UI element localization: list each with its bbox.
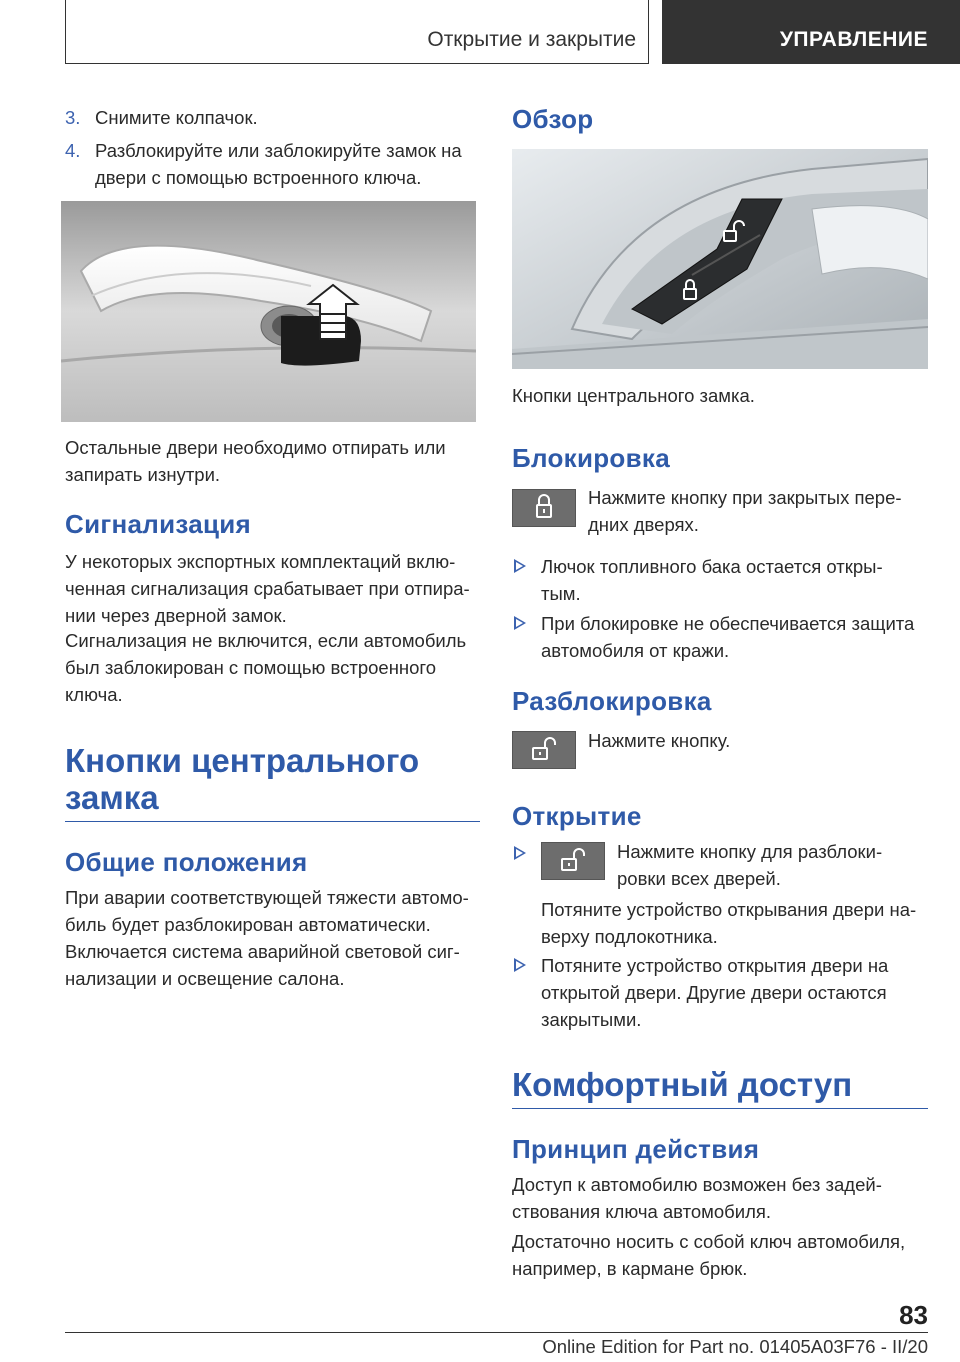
bullet-text: Лючок топливного бака остается откры- [541, 556, 883, 577]
footer-edition: Online Edition for Part no. 01405A03F76 - II/20 [542, 1336, 928, 1357]
heading-overview: Обзор [512, 104, 594, 134]
paragraph: Нажмите кнопку. [588, 730, 731, 751]
bullet-triangle-icon [514, 846, 526, 860]
paragraph: При аварии соответствующей тяжести автомо- [65, 887, 469, 908]
paragraph: Сигнализация не включится, если автомобиль [65, 630, 467, 651]
chapter-title-comfort: Комфортный доступ [512, 1066, 853, 1103]
bullet-text: верху подлокотника. [541, 926, 718, 947]
heading-unlock: Разблокировка [512, 686, 712, 716]
footer-rule [65, 1332, 928, 1333]
paragraph: Достаточно носить с собой ключ автомобиля, [512, 1231, 906, 1252]
step-number: 4. [65, 140, 81, 161]
page-number: 83 [899, 1300, 928, 1330]
unlock-button-icon [512, 731, 576, 769]
step-text: двери с помощью встроенного ключа. [95, 167, 422, 188]
bullet-text: открытой двери. Другие двери остаются [541, 982, 887, 1003]
step-text: Разблокируйте или заблокируйте замок на [95, 140, 462, 161]
lock-button-icon [512, 489, 576, 527]
paragraph: нализации и освещение салона. [65, 968, 345, 989]
image-caption: Кнопки центрального замка. [512, 385, 755, 406]
bullet-text: Потяните устройство открывания двери на- [541, 899, 917, 920]
bullet-text: закрытыми. [541, 1009, 642, 1030]
paragraph: был заблокирован с помощью встроенного [65, 657, 437, 678]
paragraph: дних дверях. [588, 514, 699, 535]
central-lock-buttons-image [512, 149, 928, 369]
header-chapter-box [662, 0, 960, 64]
step-number: 3. [65, 107, 81, 128]
unlock-button-icon [541, 842, 605, 880]
heading-principle: Принцип действия [512, 1134, 760, 1164]
paragraph: У некоторых экспортных комплектаций вклю- [65, 551, 456, 572]
heading-opening: Открытие [512, 801, 642, 831]
heading-lock: Блокировка [512, 443, 670, 473]
paragraph: ключа. [65, 684, 123, 705]
paragraph: Нажмите кнопку при закрытых пере- [588, 487, 902, 508]
bullet-triangle-icon [514, 616, 526, 630]
bullet-text: Потяните устройство открытия двери на [541, 955, 889, 976]
header-chapter-title: УПРАВЛЕНИЕ [779, 28, 928, 51]
paragraph: ствования ключа автомобиля. [512, 1201, 772, 1222]
bullet-text: ровки всех дверей. [617, 868, 781, 889]
bullet-text: При блокировке не обеспечивается защита [541, 613, 915, 634]
chapter-title-line1: Кнопки центрального [65, 742, 420, 779]
door-lock-key-image [61, 201, 476, 422]
chapter-rule [512, 1108, 928, 1109]
paragraph: например, в кармане брюк. [512, 1258, 748, 1279]
header-section-title: Открытие и закрытие [427, 28, 636, 51]
heading-alarm: Сигнализация [65, 509, 252, 539]
heading-general: Общие положения [65, 847, 308, 877]
paragraph: Остальные двери необходимо отпирать или [65, 437, 446, 458]
bullet-text: автомобиля от кражи. [541, 640, 730, 661]
bullet-triangle-icon [514, 958, 526, 972]
paragraph: Доступ к автомобилю возможен без задей- [512, 1174, 882, 1195]
paragraph: биль будет разблокирован автоматически. [65, 914, 431, 935]
step-text: Снимите колпачок. [95, 107, 258, 128]
paragraph: ченная сигнализация срабатывает при отпира- [65, 578, 470, 599]
paragraph: запирать изнутри. [65, 464, 221, 485]
paragraph: Включается система аварийной световой сиг- [65, 941, 460, 962]
bullet-triangle-icon [514, 559, 526, 573]
chapter-title-line2: замка [65, 779, 159, 816]
paragraph: нии через дверной замок. [65, 605, 287, 626]
bullet-text: Нажмите кнопку для разблоки- [617, 841, 883, 862]
bullet-text: тым. [541, 583, 581, 604]
chapter-rule [65, 821, 480, 822]
